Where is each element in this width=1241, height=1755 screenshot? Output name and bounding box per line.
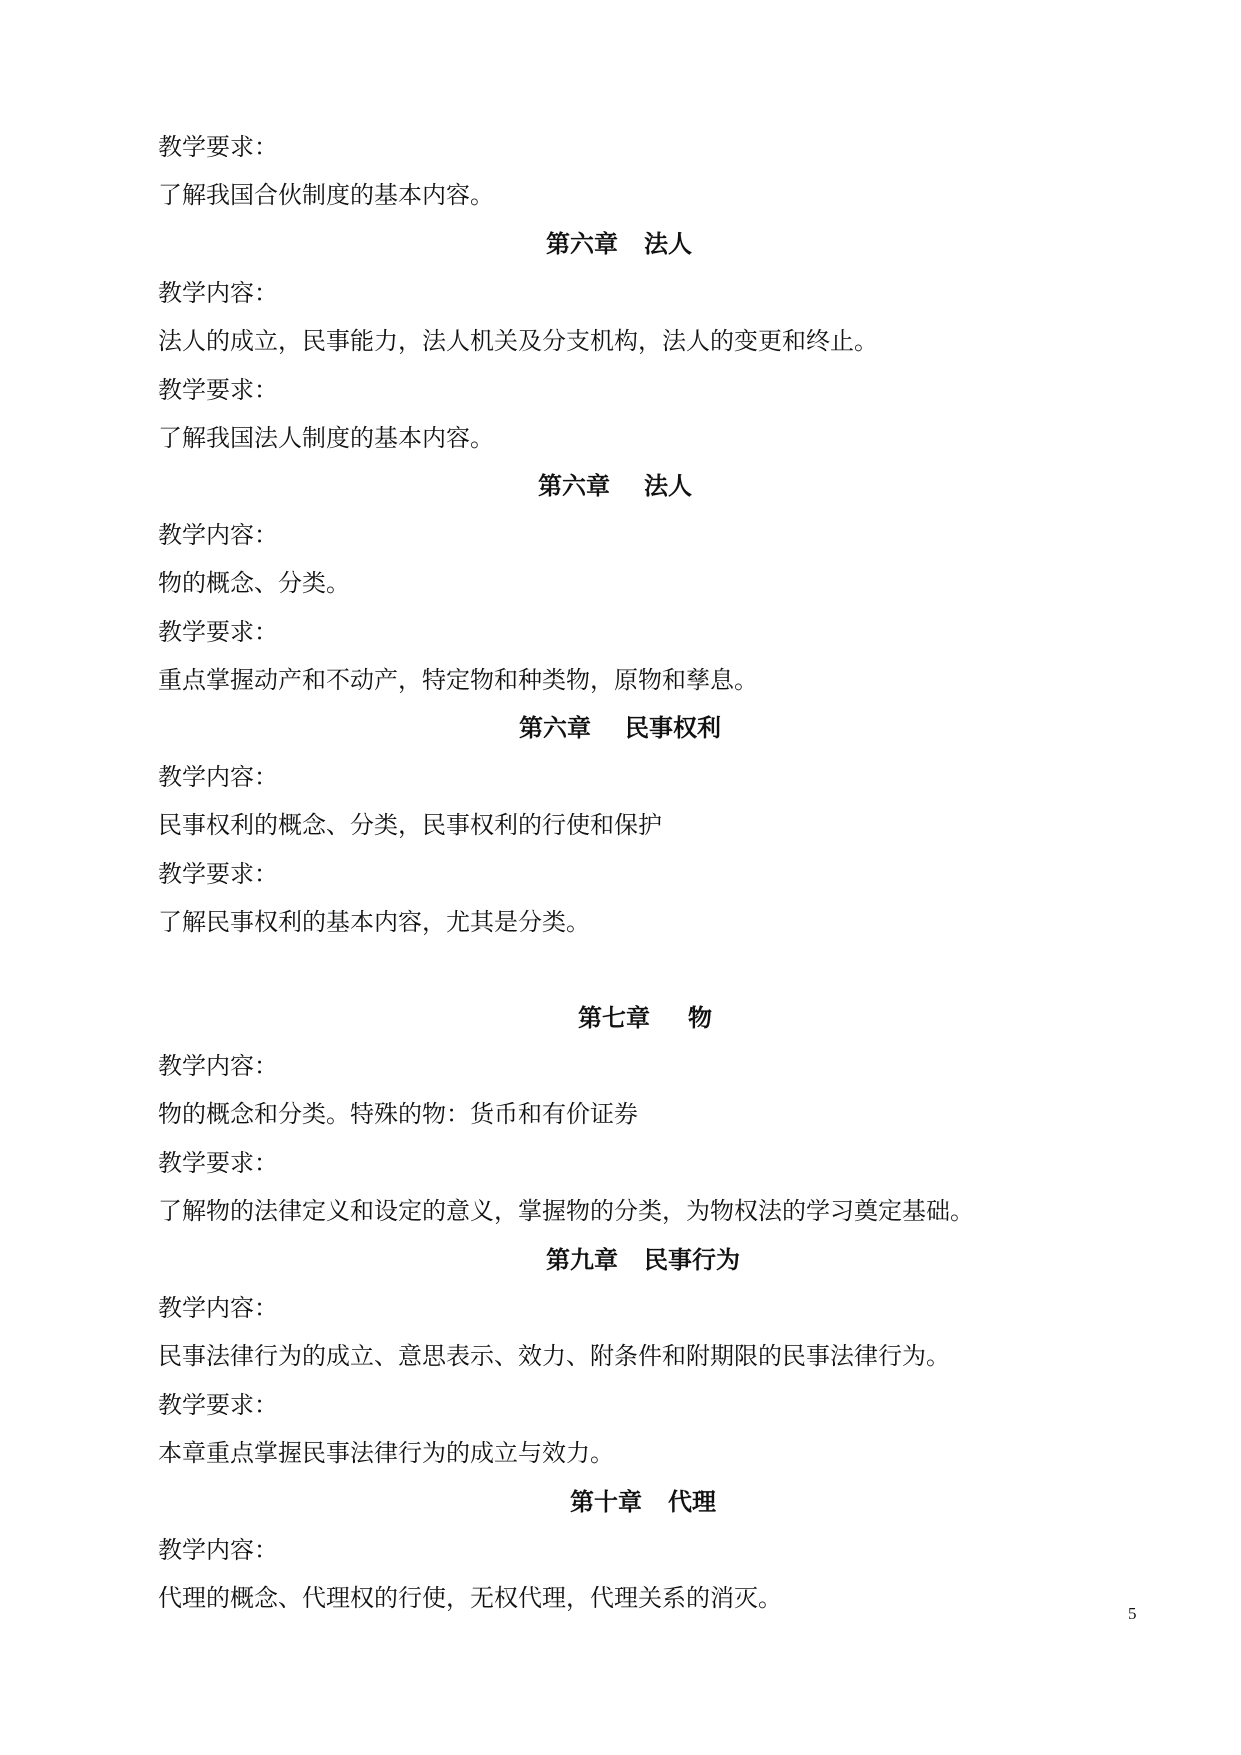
chapter-title: 民事行为 <box>644 1246 740 1274</box>
chapter-heading <box>519 712 721 744</box>
section-label: 教学内容： <box>158 279 278 307</box>
section-label: 教学内容： <box>158 1294 278 1322</box>
paragraph-text: 物的概念和分类。特殊的物：货币和有价证券 <box>158 1100 638 1128</box>
chapter-number: 第六章 <box>519 714 591 742</box>
chapter-heading <box>546 1244 740 1276</box>
section-label: 教学要求： <box>158 618 278 646</box>
paragraph-text: 了解我国合伙制度的基本内容。 <box>158 181 494 209</box>
chapter-title: 代理 <box>668 1488 716 1516</box>
section-label: 教学内容： <box>158 521 278 549</box>
page-number: 5 <box>1128 1604 1137 1623</box>
chapter-title: 民事权利 <box>625 714 721 742</box>
paragraph-text: 了解我国法人制度的基本内容。 <box>158 424 494 452</box>
chapter-heading <box>570 1486 716 1518</box>
chapter-number: 第六章 <box>538 472 610 500</box>
chapter-number: 第十章 <box>570 1488 642 1516</box>
section-label: 教学内容： <box>158 763 278 791</box>
paragraph-text: 民事权利的概念、分类，民事权利的行使和保护 <box>158 811 662 839</box>
chapter-heading <box>538 470 692 502</box>
chapter-number: 第九章 <box>546 1246 618 1274</box>
paragraph-text: 重点掌握动产和不动产，特定物和种类物，原物和孳息。 <box>158 666 758 694</box>
section-label: 教学要求： <box>158 860 278 888</box>
chapter-heading <box>578 1002 712 1034</box>
section-label: 教学要求： <box>158 1149 278 1177</box>
chapter-title: 法人 <box>644 230 692 258</box>
chapter-title: 物 <box>688 1004 712 1032</box>
chapter-heading <box>546 228 692 260</box>
chapter-number: 第七章 <box>578 1004 650 1032</box>
paragraph-text: 本章重点掌握民事法律行为的成立与效力。 <box>158 1439 614 1467</box>
paragraph-text: 物的概念、分类。 <box>158 569 350 597</box>
section-label: 教学内容： <box>158 1536 278 1564</box>
section-label: 教学要求： <box>158 376 278 404</box>
section-label: 教学内容： <box>158 1052 278 1080</box>
paragraph-text: 民事法律行为的成立、意思表示、效力、附条件和附期限的民事法律行为。 <box>158 1342 950 1370</box>
paragraph-text: 代理的概念、代理权的行使，无权代理，代理关系的消灭。 <box>158 1584 782 1612</box>
chapter-number: 第六章 <box>546 230 618 258</box>
paragraph-text: 法人的成立，民事能力，法人机关及分支机构，法人的变更和终止。 <box>158 327 878 355</box>
paragraph-text: 了解物的法律定义和设定的意义，掌握物的分类，为物权法的学习奠定基础。 <box>158 1197 974 1225</box>
paragraph-text: 了解民事权利的基本内容，尤其是分类。 <box>158 908 590 936</box>
section-label: 教学要求： <box>158 133 278 161</box>
section-label: 教学要求： <box>158 1391 278 1419</box>
chapter-title: 法人 <box>644 472 692 500</box>
